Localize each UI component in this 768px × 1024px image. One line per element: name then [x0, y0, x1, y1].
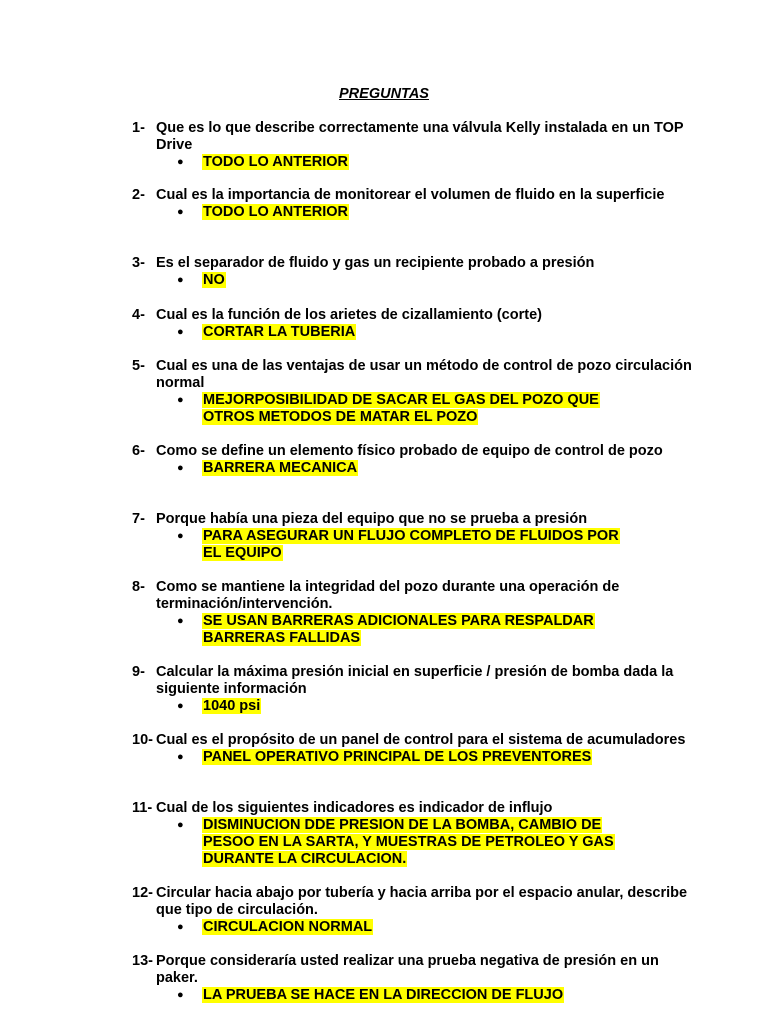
question-item — [132, 800, 692, 868]
question-item — [132, 511, 692, 562]
bullet-icon: ● — [177, 921, 184, 933]
question-number: 12- — [132, 885, 153, 901]
answer-text: SE USAN BARRERAS ADICIONALES PARA RESPALDAR BARRERAS FALLIDAS — [203, 613, 594, 646]
answer-text: PARA ASEGURAR UN FLUJO COMPLETO DE FLUIDOS POR EL EQUIPO — [203, 528, 619, 561]
question-item — [132, 307, 692, 341]
bullet-icon: ● — [177, 700, 184, 712]
question-number: 13- — [132, 953, 153, 969]
question-text: Como se mantiene la integridad del pozo durante una operación de terminación/intervención. — [156, 579, 620, 612]
question-text: Cual es una de las ventajas de usar un método de control de pozo circulación normal — [156, 358, 692, 391]
question-item — [132, 885, 692, 936]
question-item — [132, 187, 692, 221]
question-number: 11- — [132, 800, 153, 816]
question-text: Porque había una pieza del equipo que no se prueba a presión — [156, 511, 588, 527]
answer-text: PANEL OPERATIVO PRINCIPAL DE LOS PREVENTORES — [203, 749, 592, 765]
question-text: Cual de los siguientes indicadores es indicador de influjo — [156, 800, 553, 816]
answer-text: 1040 psi — [203, 698, 261, 714]
question-text: Es el separador de fluido y gas un recipiente probado a presión — [156, 255, 595, 271]
answer-text: CIRCULACION NORMAL — [203, 919, 373, 935]
bullet-icon: ● — [177, 989, 184, 1001]
question-number: 1- — [132, 120, 145, 136]
answer-text: LA PRUEBA SE HACE EN LA DIRECCION DE FLUJO — [203, 987, 564, 1003]
question-number: 9- — [132, 664, 145, 680]
answer-text: CORTAR LA TUBERIA — [203, 324, 356, 340]
question-number: 4- — [132, 307, 145, 323]
bullet-icon: ● — [177, 274, 184, 286]
answer-text: MEJORPOSIBILIDAD DE SACAR EL GAS DEL POZO QUE OTROS METODOS DE MATAR EL POZO — [203, 392, 599, 425]
question-number: 7- — [132, 511, 145, 527]
answer-text: BARRERA MECANICA — [203, 460, 358, 476]
question-number: 3- — [132, 255, 145, 271]
question-text: Calcular la máxima presión inicial en superficie / presión de bomba dada la siguiente información — [156, 664, 674, 697]
question-text: Cual es el propósito de un panel de control para el sistema de acumuladores — [156, 732, 686, 748]
question-text: Cual es la función de los arietes de cizallamiento (corte) — [156, 307, 542, 323]
answer-text: TODO LO ANTERIOR — [203, 154, 348, 170]
bullet-icon: ● — [177, 206, 184, 218]
question-item — [132, 732, 692, 766]
question-text: Como se define un elemento físico probado de equipo de control de pozo — [156, 443, 663, 459]
answer-text: DISMINUCION DDE PRESION DE LA BOMBA, CAMBIO DE PESOO EN LA SARTA, Y MUESTRAS DE PETROLEO Y GAS DURANTE LA CIRCULACION. — [203, 817, 614, 867]
bullet-icon: ● — [177, 462, 184, 474]
page-title: PREGUNTAS — [339, 86, 429, 102]
bullet-icon: ● — [177, 819, 184, 831]
question-item — [132, 255, 692, 289]
question-item — [132, 358, 692, 426]
bullet-icon: ● — [177, 156, 184, 168]
question-item — [132, 664, 692, 715]
bullet-icon: ● — [177, 530, 184, 542]
question-item — [132, 120, 692, 171]
bullet-icon: ● — [177, 615, 184, 627]
question-number: 2- — [132, 187, 145, 203]
question-number: 8- — [132, 579, 145, 595]
question-item — [132, 443, 692, 477]
question-number: 6- — [132, 443, 145, 459]
question-text: Porque consideraría usted realizar una prueba negativa de presión en un paker. — [156, 953, 659, 986]
question-text: Cual es la importancia de monitorear el volumen de fluido en la superficie — [156, 187, 665, 203]
bullet-icon: ● — [177, 394, 184, 406]
question-text: Circular hacia abajo por tubería y hacia arriba por el espacio anular, describe que tipo de circulación. — [156, 885, 688, 918]
question-number: 10- — [132, 732, 153, 748]
question-item — [132, 953, 692, 1004]
question-text: Que es lo que describe correctamente una válvula Kelly instalada en un TOP Drive — [156, 120, 684, 153]
question-number: 5- — [132, 358, 145, 374]
answer-text: NO — [203, 272, 225, 288]
bullet-icon: ● — [177, 326, 184, 338]
bullet-icon: ● — [177, 751, 184, 763]
question-item — [132, 579, 692, 647]
answer-text: TODO LO ANTERIOR — [203, 204, 348, 220]
